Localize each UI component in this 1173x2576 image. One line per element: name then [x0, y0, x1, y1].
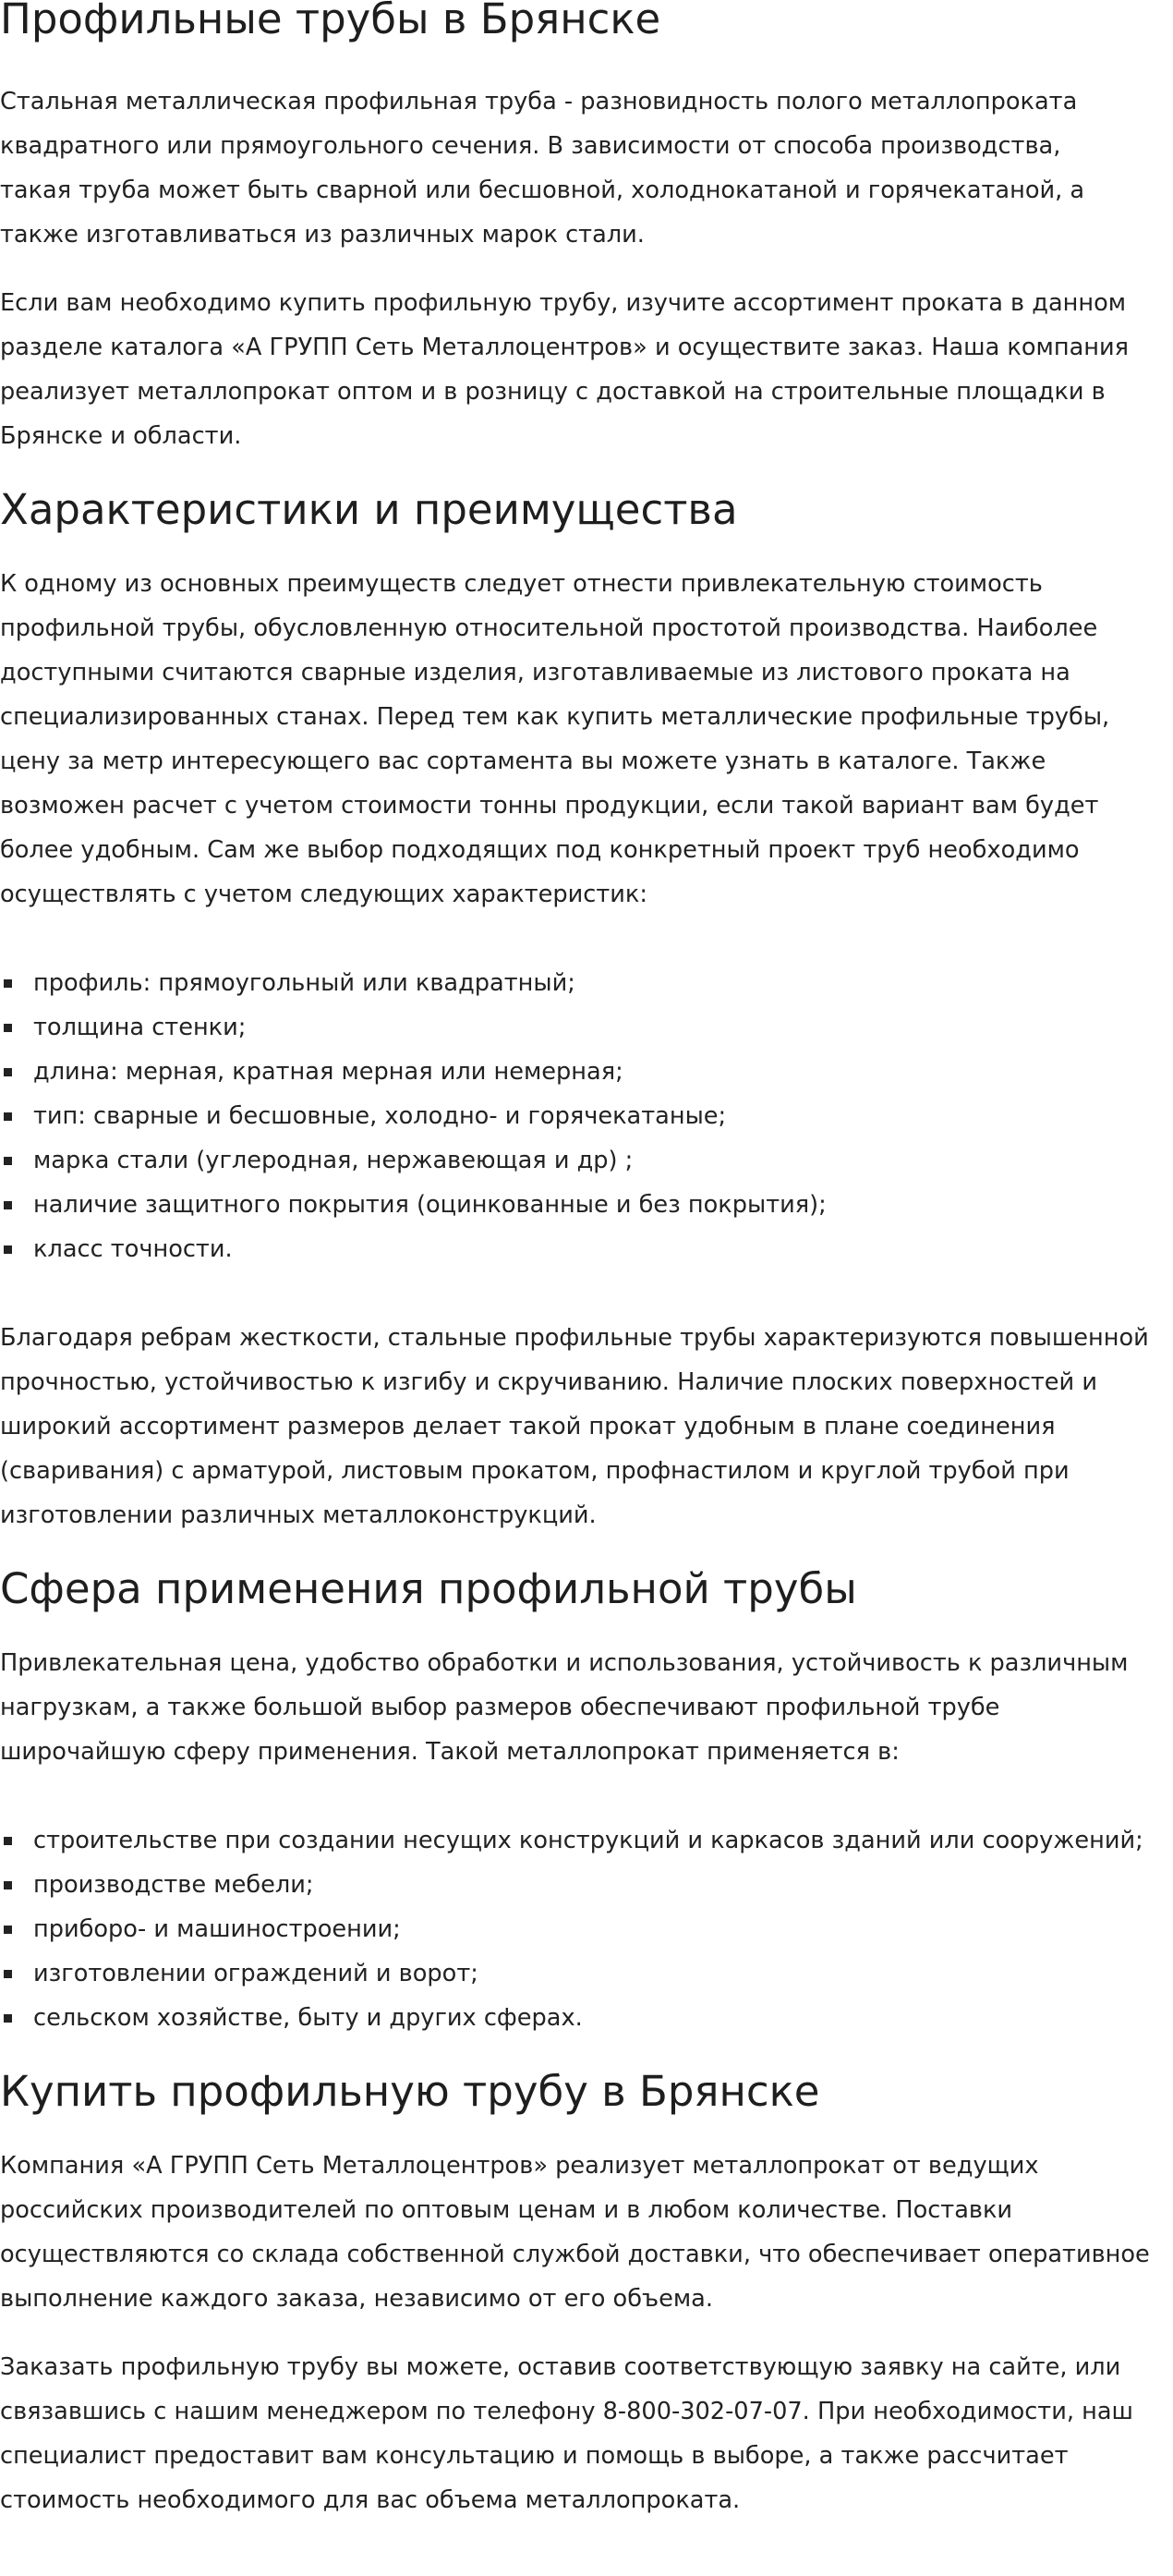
list-item: приборо- и машиностроении; [0, 1907, 1173, 1951]
usage-paragraph-1: Привлекательная цена, удобство обработки и использования, устойчивость к различным нагрузкам, а также большой выбор размеров обеспечивают профильной трубе широчайшую сферу применения. Такой металлопрокат применяется в: [0, 1649, 1129, 1766]
bullet-icon [4, 1837, 12, 1845]
intro-paragraph-1: Стальная металлическая профильная труба - разновидность полого металлопроката квадратного или прямоугольного сечения. В зависимости от способа производства, такая труба может быть сварной или бесшовной, холоднокатаной и горячекатаной, а также изготавливаться из различных марок стали. [0, 88, 1085, 249]
usage-heading: Сфера применения профильной трубы [0, 1564, 857, 1613]
list-item: профиль: прямоугольный или квадратный; [0, 961, 1173, 1005]
features-list [0, 961, 1173, 1271]
list-item: толщина стенки; [0, 1005, 1173, 1050]
bullet-icon [4, 1201, 12, 1209]
list-item: марка стали (углеродная, нержавеющая и др) ; [0, 1138, 1173, 1183]
bullet-icon [4, 1881, 12, 1889]
bullet-icon [4, 1970, 12, 1978]
bullet-icon [4, 1024, 12, 1032]
bullet-icon [4, 2014, 12, 2023]
buy-heading: Купить профильную трубу в Брянске [0, 2067, 820, 2116]
list-item: длина: мерная, кратная мерная или немерная; [0, 1050, 1173, 1094]
bullet-icon [4, 1157, 12, 1165]
bullet-icon [4, 1112, 12, 1121]
list-item: наличие защитного покрытия (оцинкованные и без покрытия); [0, 1183, 1173, 1227]
bullet-icon [4, 1245, 12, 1254]
intro-paragraph-2: Если вам необходимо купить профильную трубу, изучите ассортимент проката в данном разделе каталога «А ГРУПП Сеть Металлоцентров» и осуществите заказ. Наша компания реализует металлопрокат оптом и в розницу с доставкой на строительные площадки в Брянске и области. [0, 289, 1130, 450]
usage-list [0, 1818, 1173, 2040]
features-paragraph-1: К одному из основных преимуществ следует отнести привлекательную стоимость профильной трубы, обусловленную относительной простотой производства. Наиболее доступными считаются сварные изделия, изготавливаемые из листового проката на специализированных станах. Перед тем как купить металлические профильные трубы, цену за метр интересующего вас сортамента вы можете узнать в каталоге. Также возможен расчет с учетом стоимости тонны продукции, если такой вариант вам будет более удобным. Сам же выбор подходящих под конкретный проект труб необходимо осуществлять с учетом следующих характеристик: [0, 570, 1110, 908]
features-heading: Характеристики и преимущества [0, 485, 738, 534]
page-title: Профильные трубы в Брянске [0, 0, 661, 43]
list-item: тип: сварные и бесшовные, холодно- и горячекатаные; [0, 1094, 1173, 1138]
features-paragraph-2: Благодаря ребрам жесткости, стальные профильные трубы характеризуются повышенной прочностью, устойчивостью к изгибу и скручиванию. Наличие плоских поверхностей и широкий ассортимент размеров делает такой прокат удобным в плане соединения (сваривания) с арматурой, листовым прокатом, профнастилом и круглой трубой при изготовлении различных металлоконструкций. [0, 1324, 1149, 1529]
list-item: строительстве при создании несущих конструкций и каркасов зданий или сооружений; [0, 1818, 1173, 1863]
buy-paragraph-1: Компания «А ГРУПП Сеть Металлоцентров» реализует металлопрокат от ведущих российских производителей по оптовым ценам и в любом количестве. Поставки осуществляются со склада собственной службой доставки, что обеспечивает оперативное выполнение каждого заказа, независимо от его объема. [0, 2152, 1150, 2313]
list-item: сельском хозяйстве, быту и других сферах. [0, 1996, 1173, 2040]
buy-paragraph-2: Заказать профильную трубу вы можете, оставив соответствующую заявку на сайте, или связавшись с нашим менеджером по телефону 8-800-302-07-07. При необходимости, наш специалист предоставит вам консультацию и помощь в выборе, а также рассчитает стоимость необходимого для вас объема металлопроката. [0, 2353, 1133, 2514]
bullet-icon [4, 1926, 12, 1934]
list-item: производстве мебели; [0, 1863, 1173, 1907]
list-item: класс точности. [0, 1227, 1173, 1271]
bullet-icon [4, 1068, 12, 1076]
list-item: изготовлении ограждений и ворот; [0, 1951, 1173, 1996]
bullet-icon [4, 979, 12, 988]
